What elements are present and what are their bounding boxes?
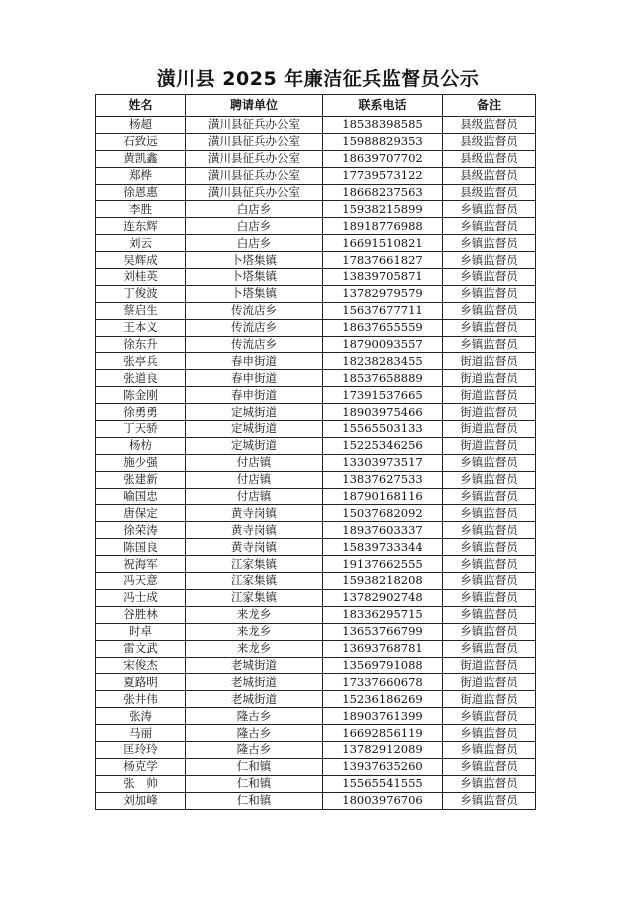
cell-remark: 乡镇监督员 [443,319,536,336]
cell-phone: 15637677711 [323,302,443,319]
cell-name: 马丽 [96,725,186,742]
cell-remark: 县级监督员 [443,150,536,167]
cell-name: 张 帅 [96,775,186,792]
table-row [96,488,536,505]
cell-phone: 15988829353 [323,133,443,150]
cell-phone: 13653766799 [323,623,443,640]
table-body [96,117,536,810]
table-row [96,640,536,657]
cell-remark: 乡镇监督员 [443,589,536,606]
cell-phone: 17337660678 [323,674,443,691]
cell-phone: 15938215899 [323,201,443,218]
cell-phone: 18639707702 [323,150,443,167]
cell-unit: 传流店乡 [186,302,323,319]
cell-unit: 定城街道 [186,421,323,438]
cell-name: 张亭兵 [96,353,186,370]
cell-unit: 潢川县征兵办公室 [186,184,323,201]
cell-unit: 隆古乡 [186,725,323,742]
table-row [96,184,536,201]
cell-name: 丁俊波 [96,285,186,302]
cell-unit: 传流店乡 [186,319,323,336]
cell-name: 冯士成 [96,589,186,606]
table-row [96,370,536,387]
cell-remark: 乡镇监督员 [443,725,536,742]
cell-phone: 18903761399 [323,708,443,725]
cell-phone: 18336295715 [323,606,443,623]
cell-name: 雷文武 [96,640,186,657]
cell-phone: 13693768781 [323,640,443,657]
cell-remark: 乡镇监督员 [443,556,536,573]
cell-name: 张涛 [96,708,186,725]
table-row [96,252,536,269]
cell-remark: 街道监督员 [443,657,536,674]
table-row [96,657,536,674]
cell-phone: 17837661827 [323,252,443,269]
cell-phone: 18937603337 [323,522,443,539]
cell-name: 陈国良 [96,539,186,556]
table-row [96,556,536,573]
cell-phone: 13937635260 [323,758,443,775]
cell-unit: 潢川县征兵办公室 [186,133,323,150]
cell-unit: 春申街道 [186,387,323,404]
table-row [96,285,536,302]
cell-unit: 仁和镇 [186,792,323,809]
cell-unit: 潢川县征兵办公室 [186,167,323,184]
cell-unit: 仁和镇 [186,775,323,792]
cell-remark: 街道监督员 [443,437,536,454]
cell-name: 徐荣涛 [96,522,186,539]
cell-name: 张道良 [96,370,186,387]
cell-name: 唐保定 [96,505,186,522]
cell-unit: 定城街道 [186,437,323,454]
table-row [96,167,536,184]
cell-phone: 15236186269 [323,691,443,708]
cell-phone: 17391537665 [323,387,443,404]
cell-remark: 街道监督员 [443,404,536,421]
cell-name: 喻国忠 [96,488,186,505]
table-row [96,691,536,708]
cell-remark: 乡镇监督员 [443,454,536,471]
cell-unit: 老城街道 [186,674,323,691]
cell-name: 连东辉 [96,218,186,235]
table-row [96,302,536,319]
cell-unit: 付店镇 [186,488,323,505]
cell-unit: 隆古乡 [186,741,323,758]
cell-remark: 乡镇监督员 [443,573,536,590]
table-row [96,353,536,370]
cell-name: 刘桂英 [96,269,186,286]
supervisor-table [95,94,536,810]
cell-phone: 18790093557 [323,336,443,353]
table-row [96,201,536,218]
cell-unit: 老城街道 [186,691,323,708]
cell-phone: 18790168116 [323,488,443,505]
table-row [96,775,536,792]
cell-remark: 乡镇监督员 [443,218,536,235]
cell-unit: 黄寺岗镇 [186,505,323,522]
cell-name: 陈金刚 [96,387,186,404]
table-row [96,404,536,421]
cell-phone: 13839705871 [323,269,443,286]
cell-name: 刘云 [96,235,186,252]
cell-unit: 潢川县征兵办公室 [186,117,323,134]
cell-remark: 街道监督员 [443,421,536,438]
cell-phone: 15037682092 [323,505,443,522]
table-row [96,437,536,454]
table-row [96,623,536,640]
cell-phone: 18238283455 [323,353,443,370]
table-row [96,725,536,742]
cell-unit: 潢川县征兵办公室 [186,150,323,167]
table-row [96,150,536,167]
cell-remark: 乡镇监督员 [443,336,536,353]
cell-phone: 18668237563 [323,184,443,201]
cell-unit: 白店乡 [186,201,323,218]
table-row [96,387,536,404]
cell-name: 张建新 [96,471,186,488]
cell-phone: 13837627533 [323,471,443,488]
cell-name: 王本义 [96,319,186,336]
cell-name: 徐恩惠 [96,184,186,201]
cell-remark: 乡镇监督员 [443,285,536,302]
cell-remark: 乡镇监督员 [443,775,536,792]
table-row [96,758,536,775]
cell-remark: 街道监督员 [443,691,536,708]
cell-name: 祝海军 [96,556,186,573]
cell-remark: 乡镇监督员 [443,741,536,758]
cell-remark: 乡镇监督员 [443,252,536,269]
cell-phone: 15225346256 [323,437,443,454]
table-row [96,319,536,336]
cell-name: 黄凯鑫 [96,150,186,167]
cell-unit: 付店镇 [186,454,323,471]
cell-phone: 17739573122 [323,167,443,184]
cell-phone: 15565503133 [323,421,443,438]
cell-unit: 定城街道 [186,404,323,421]
cell-phone: 18003976706 [323,792,443,809]
table-row [96,792,536,809]
cell-phone: 15938218208 [323,573,443,590]
cell-remark: 乡镇监督员 [443,522,536,539]
cell-remark: 街道监督员 [443,387,536,404]
cell-remark: 乡镇监督员 [443,471,536,488]
cell-unit: 来龙乡 [186,640,323,657]
cell-remark: 乡镇监督员 [443,505,536,522]
cell-phone: 16692856119 [323,725,443,742]
cell-unit: 黄寺岗镇 [186,539,323,556]
cell-remark: 县级监督员 [443,117,536,134]
cell-phone: 19137662555 [323,556,443,573]
cell-name: 张井伟 [96,691,186,708]
cell-unit: 春申街道 [186,353,323,370]
cell-phone: 18537658889 [323,370,443,387]
cell-unit: 卜塔集镇 [186,252,323,269]
cell-name: 冯天意 [96,573,186,590]
cell-name: 杨枋 [96,437,186,454]
cell-name: 时卓 [96,623,186,640]
cell-remark: 乡镇监督员 [443,235,536,252]
table-row [96,235,536,252]
cell-unit: 老城街道 [186,657,323,674]
table-row [96,505,536,522]
page-title: 潢川县 2025 年廉洁征兵监督员公示 [156,68,480,90]
cell-unit: 黄寺岗镇 [186,522,323,539]
cell-name: 李胜 [96,201,186,218]
table-row [96,269,536,286]
cell-remark: 乡镇监督员 [443,606,536,623]
cell-remark: 乡镇监督员 [443,792,536,809]
cell-phone: 16691510821 [323,235,443,252]
cell-remark: 街道监督员 [443,353,536,370]
cell-remark: 乡镇监督员 [443,302,536,319]
cell-unit: 江家集镇 [186,573,323,590]
cell-remark: 乡镇监督员 [443,201,536,218]
cell-unit: 江家集镇 [186,589,323,606]
cell-unit: 隆古乡 [186,708,323,725]
cell-unit: 来龙乡 [186,606,323,623]
cell-phone: 13782912089 [323,741,443,758]
cell-phone: 15565541555 [323,775,443,792]
cell-phone: 15839733344 [323,539,443,556]
cell-unit: 来龙乡 [186,623,323,640]
table-row [96,336,536,353]
cell-remark: 乡镇监督员 [443,640,536,657]
cell-name: 施少强 [96,454,186,471]
table-row [96,606,536,623]
table-row [96,454,536,471]
cell-remark: 乡镇监督员 [443,269,536,286]
cell-remark: 县级监督员 [443,133,536,150]
table-row [96,589,536,606]
cell-remark: 乡镇监督员 [443,488,536,505]
cell-name: 徐东升 [96,336,186,353]
cell-unit: 白店乡 [186,218,323,235]
cell-phone: 18918776988 [323,218,443,235]
cell-remark: 县级监督员 [443,184,536,201]
cell-name: 蔡启生 [96,302,186,319]
table-row [96,471,536,488]
table-row [96,117,536,134]
cell-phone: 13782979579 [323,285,443,302]
cell-name: 宋俊杰 [96,657,186,674]
cell-name: 徐勇勇 [96,404,186,421]
table-row [96,522,536,539]
cell-remark: 乡镇监督员 [443,758,536,775]
cell-remark: 乡镇监督员 [443,623,536,640]
column-header-phone: 联系电话 [323,95,443,117]
cell-unit: 仁和镇 [186,758,323,775]
cell-unit: 白店乡 [186,235,323,252]
cell-unit: 江家集镇 [186,556,323,573]
cell-name: 丁天骄 [96,421,186,438]
cell-name: 杨超 [96,117,186,134]
cell-name: 杨克学 [96,758,186,775]
cell-phone: 13782902748 [323,589,443,606]
cell-unit: 春申街道 [186,370,323,387]
cell-phone: 13569791088 [323,657,443,674]
cell-remark: 乡镇监督员 [443,708,536,725]
cell-phone: 18637655559 [323,319,443,336]
cell-unit: 卜塔集镇 [186,285,323,302]
cell-remark: 县级监督员 [443,167,536,184]
table-row [96,573,536,590]
cell-name: 吴辉成 [96,252,186,269]
table-header-row [96,95,536,117]
cell-phone: 18538398585 [323,117,443,134]
cell-name: 匡玲玲 [96,741,186,758]
cell-phone: 13303973517 [323,454,443,471]
cell-remark: 街道监督员 [443,370,536,387]
cell-remark: 乡镇监督员 [443,539,536,556]
table-row [96,133,536,150]
cell-unit: 卜塔集镇 [186,269,323,286]
cell-name: 夏路明 [96,674,186,691]
table-row [96,539,536,556]
cell-name: 石致远 [96,133,186,150]
table-row [96,218,536,235]
cell-name: 谷胜林 [96,606,186,623]
column-header-remark: 备注 [443,95,536,117]
cell-remark: 街道监督员 [443,674,536,691]
cell-unit: 传流店乡 [186,336,323,353]
cell-phone: 18903975466 [323,404,443,421]
cell-name: 郑桦 [96,167,186,184]
cell-unit: 付店镇 [186,471,323,488]
table-row [96,421,536,438]
table-row [96,741,536,758]
table-row [96,708,536,725]
column-header-name: 姓名 [96,95,186,117]
cell-name: 刘加峰 [96,792,186,809]
table-row [96,674,536,691]
column-header-unit: 聘请单位 [186,95,323,117]
